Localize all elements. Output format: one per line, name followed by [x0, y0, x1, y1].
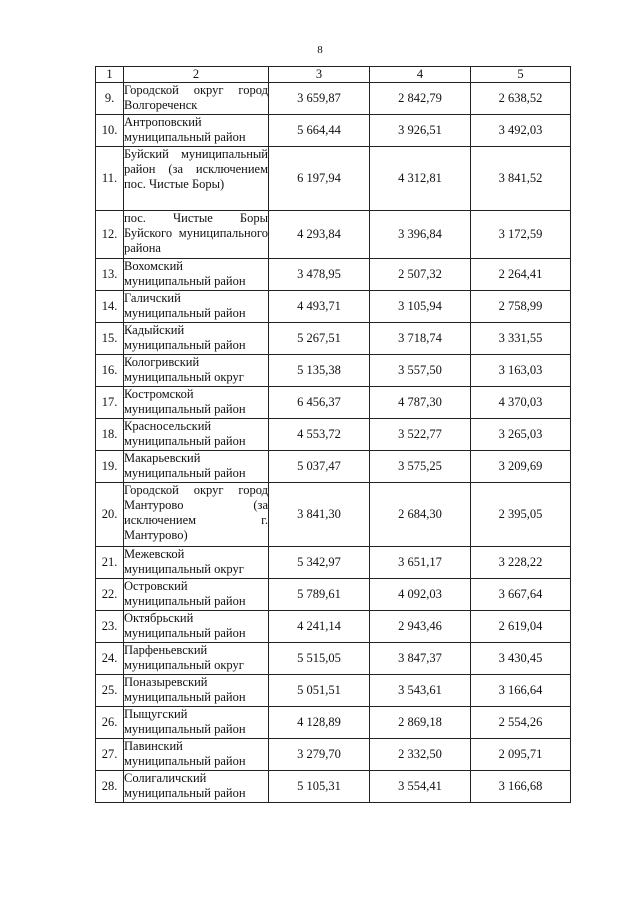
- value-col-5: 4 370,03: [471, 387, 571, 419]
- table-row: [96, 419, 571, 451]
- district-name-text: Павинский муниципальный район: [124, 739, 246, 768]
- value-col-4: 2 842,79: [370, 83, 471, 115]
- district-name: [124, 707, 269, 739]
- row-number: 23.: [96, 611, 124, 643]
- value-col-5: 3 265,03: [471, 419, 571, 451]
- district-name: [124, 771, 269, 803]
- table-row: [96, 675, 571, 707]
- district-name: [124, 547, 269, 579]
- table-row: [96, 115, 571, 147]
- table-row: [96, 739, 571, 771]
- table-row: [96, 355, 571, 387]
- row-number: 17.: [96, 387, 124, 419]
- district-name: [124, 83, 269, 115]
- row-number: 25.: [96, 675, 124, 707]
- value-col-4: 3 543,61: [370, 675, 471, 707]
- table-row: [96, 579, 571, 611]
- value-col-5: 2 264,41: [471, 259, 571, 291]
- value-col-5: 3 209,69: [471, 451, 571, 483]
- column-header: 4: [370, 67, 471, 83]
- value-col-4: 2 684,30: [370, 483, 471, 547]
- value-col-5: 3 166,68: [471, 771, 571, 803]
- district-name: [124, 611, 269, 643]
- column-header: 5: [471, 67, 571, 83]
- value-col-5: 3 163,03: [471, 355, 571, 387]
- value-col-5: 3 841,52: [471, 147, 571, 211]
- value-col-5: 2 619,04: [471, 611, 571, 643]
- value-col-3: 3 841,30: [269, 483, 370, 547]
- value-col-3: 5 105,31: [269, 771, 370, 803]
- column-header: 3: [269, 67, 370, 83]
- value-col-5: 2 395,05: [471, 483, 571, 547]
- table-row: [96, 387, 571, 419]
- page-number: 8: [317, 44, 323, 56]
- value-col-3: 4 293,84: [269, 211, 370, 259]
- value-col-3: 4 553,72: [269, 419, 370, 451]
- row-number: 13.: [96, 259, 124, 291]
- value-col-4: 3 554,41: [370, 771, 471, 803]
- row-number: 15.: [96, 323, 124, 355]
- value-col-5: 2 554,26: [471, 707, 571, 739]
- value-col-3: 3 659,87: [269, 83, 370, 115]
- value-col-4: 4 312,81: [370, 147, 471, 211]
- row-number: 16.: [96, 355, 124, 387]
- value-col-3: 4 493,71: [269, 291, 370, 323]
- district-name: [124, 675, 269, 707]
- row-number: 27.: [96, 739, 124, 771]
- value-col-3: 3 279,70: [269, 739, 370, 771]
- value-col-4: 2 869,18: [370, 707, 471, 739]
- district-name-text: пос. Чистые Боры Буйского муниципального района: [124, 211, 268, 255]
- value-col-4: 3 651,17: [370, 547, 471, 579]
- row-number: 14.: [96, 291, 124, 323]
- value-col-4: 3 847,37: [370, 643, 471, 675]
- district-name: [124, 643, 269, 675]
- value-col-3: 6 456,37: [269, 387, 370, 419]
- district-name-text: Городской округ город Волгореченск: [124, 83, 268, 112]
- row-number: 21.: [96, 547, 124, 579]
- value-col-3: 5 267,51: [269, 323, 370, 355]
- table-body: [96, 83, 571, 803]
- district-name-text: Костромской муниципальный район: [124, 387, 246, 416]
- value-col-4: 3 557,50: [370, 355, 471, 387]
- value-col-4: 3 105,94: [370, 291, 471, 323]
- table-row: [96, 291, 571, 323]
- district-name: [124, 579, 269, 611]
- value-col-5: 3 331,55: [471, 323, 571, 355]
- district-name-text: Островский муниципальный район: [124, 579, 246, 608]
- table-row: [96, 547, 571, 579]
- district-name-text: Солигаличский муниципальный район: [124, 771, 246, 800]
- district-name-text: Макарьевский муниципальный район: [124, 451, 246, 480]
- row-number: 12.: [96, 211, 124, 259]
- district-name: [124, 355, 269, 387]
- district-name-text: Вохомский муниципальный район: [124, 259, 246, 288]
- district-name-text: Октябрьский муниципальный район: [124, 611, 246, 640]
- district-name-text: Пыщугский муниципальный район: [124, 707, 246, 736]
- value-col-3: 3 478,95: [269, 259, 370, 291]
- row-number: 19.: [96, 451, 124, 483]
- district-name: [124, 323, 269, 355]
- district-name: [124, 211, 269, 259]
- value-col-5: 2 095,71: [471, 739, 571, 771]
- column-header: 1: [96, 67, 124, 83]
- value-col-3: 5 664,44: [269, 115, 370, 147]
- value-col-4: 2 332,50: [370, 739, 471, 771]
- value-col-4: 3 396,84: [370, 211, 471, 259]
- district-name: [124, 451, 269, 483]
- value-col-5: 3 172,59: [471, 211, 571, 259]
- row-number: 22.: [96, 579, 124, 611]
- value-col-4: 4 787,30: [370, 387, 471, 419]
- value-col-5: 3 430,45: [471, 643, 571, 675]
- value-col-3: 4 128,89: [269, 707, 370, 739]
- value-col-3: 5 342,97: [269, 547, 370, 579]
- district-name-text: Городской округ город Мантурово (за исключением г. Мантурово): [124, 483, 268, 542]
- table-row: [96, 451, 571, 483]
- district-name-text: Поназыревский муниципальный район: [124, 675, 246, 704]
- value-col-4: 3 575,25: [370, 451, 471, 483]
- district-name: [124, 115, 269, 147]
- table-row: [96, 147, 571, 211]
- value-col-5: 2 638,52: [471, 83, 571, 115]
- district-name-text: Красносельский муниципальный район: [124, 419, 246, 448]
- table-row: [96, 259, 571, 291]
- row-number: 24.: [96, 643, 124, 675]
- value-col-3: 4 241,14: [269, 611, 370, 643]
- value-col-4: 2 507,32: [370, 259, 471, 291]
- table-row: [96, 611, 571, 643]
- value-col-3: 5 789,61: [269, 579, 370, 611]
- district-name-text: Антроповский муниципальный район: [124, 115, 246, 144]
- value-col-5: 2 758,99: [471, 291, 571, 323]
- district-name-text: Буйский муниципальный район (за исключением пос. Чистые Боры): [124, 147, 268, 191]
- table-row: [96, 483, 571, 547]
- table-row: [96, 707, 571, 739]
- table-row: [96, 643, 571, 675]
- row-number: 20.: [96, 483, 124, 547]
- district-name-text: Парфеньевский муниципальный округ: [124, 643, 244, 672]
- value-col-5: 3 166,64: [471, 675, 571, 707]
- row-number: 18.: [96, 419, 124, 451]
- table-row: [96, 323, 571, 355]
- value-col-5: 3 228,22: [471, 547, 571, 579]
- value-col-3: 5 051,51: [269, 675, 370, 707]
- value-col-4: 3 718,74: [370, 323, 471, 355]
- district-name: [124, 387, 269, 419]
- district-name-text: Кологривский муниципальный округ: [124, 355, 244, 384]
- district-name-text: Межевской муниципальный округ: [124, 547, 244, 576]
- district-name: [124, 419, 269, 451]
- row-number: 28.: [96, 771, 124, 803]
- district-name-text: Галичский муниципальный район: [124, 291, 246, 320]
- district-name: [124, 147, 269, 211]
- district-name: [124, 291, 269, 323]
- column-header: 2: [124, 67, 269, 83]
- table-row: [96, 83, 571, 115]
- value-col-3: 5 037,47: [269, 451, 370, 483]
- value-col-3: 5 135,38: [269, 355, 370, 387]
- value-col-4: 4 092,03: [370, 579, 471, 611]
- header-row: [96, 67, 571, 83]
- value-col-4: 2 943,46: [370, 611, 471, 643]
- value-col-5: 3 492,03: [471, 115, 571, 147]
- value-col-4: 3 926,51: [370, 115, 471, 147]
- value-col-4: 3 522,77: [370, 419, 471, 451]
- value-col-5: 3 667,64: [471, 579, 571, 611]
- row-number: 26.: [96, 707, 124, 739]
- district-name: [124, 739, 269, 771]
- table-row: [96, 771, 571, 803]
- table-row: [96, 211, 571, 259]
- row-number: 11.: [96, 147, 124, 211]
- row-number: 9.: [96, 83, 124, 115]
- row-number: 10.: [96, 115, 124, 147]
- value-col-3: 5 515,05: [269, 643, 370, 675]
- district-name: [124, 483, 269, 547]
- district-name-text: Кадыйский муниципальный район: [124, 323, 246, 352]
- data-table: [95, 66, 571, 803]
- district-name: [124, 259, 269, 291]
- value-col-3: 6 197,94: [269, 147, 370, 211]
